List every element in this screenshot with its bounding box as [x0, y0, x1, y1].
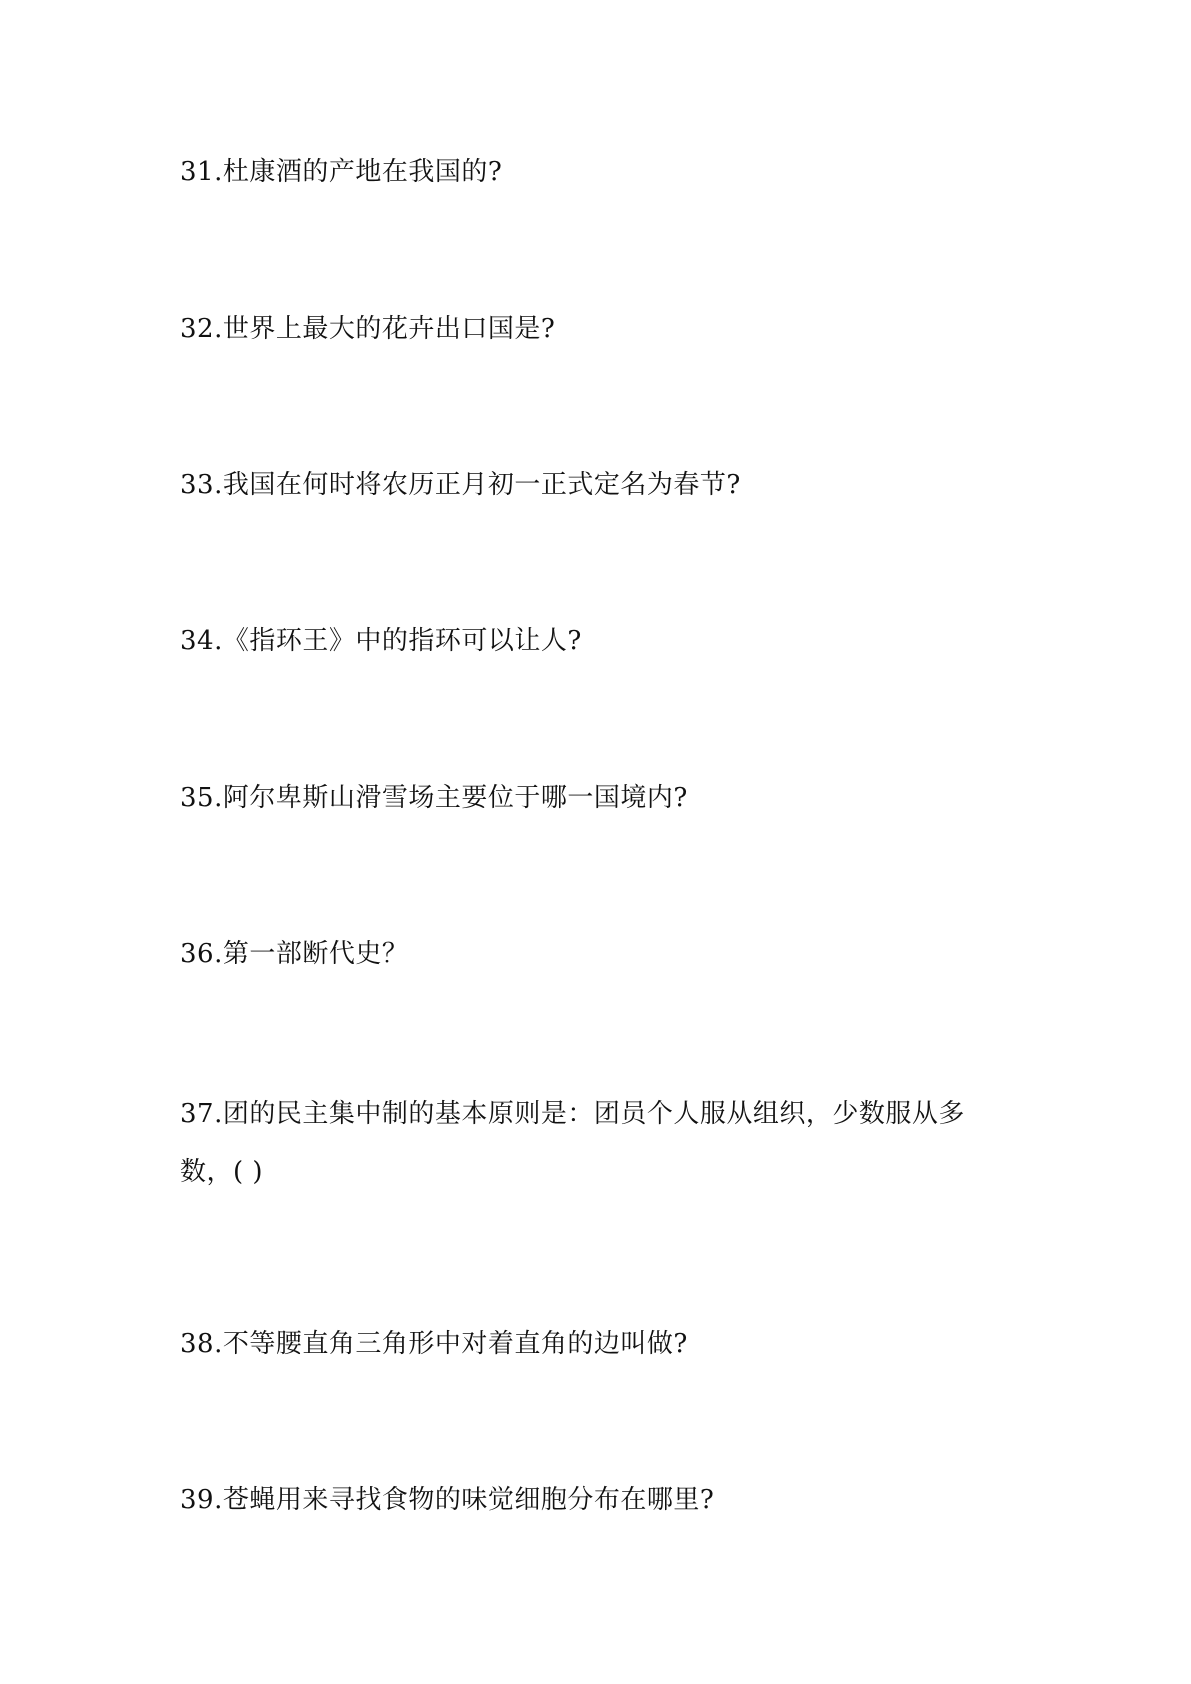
question-38: 38.不等腰直角三角形中对着直角的边叫做? [180, 1329, 688, 1359]
question-35: 35.阿尔卑斯山滑雪场主要位于哪一国境内? [180, 783, 688, 813]
question-33: 33.我国在何时将农历正月初一正式定名为春节? [180, 470, 741, 500]
question-39: 39.苍蝇用来寻找食物的味觉细胞分布在哪里? [180, 1485, 715, 1515]
question-31: 31.杜康酒的产地在我国的? [180, 157, 503, 187]
question-32: 32.世界上最大的花卉出口国是? [180, 314, 556, 344]
question-36: 36.第一部断代史？ [180, 939, 409, 969]
question-37: 37.团的民主集中制的基本原则是：团员个人服从组织，少数服从多数，( ) [180, 1099, 965, 1187]
question-34: 34.《指环王》中的指环可以让人? [180, 626, 582, 656]
